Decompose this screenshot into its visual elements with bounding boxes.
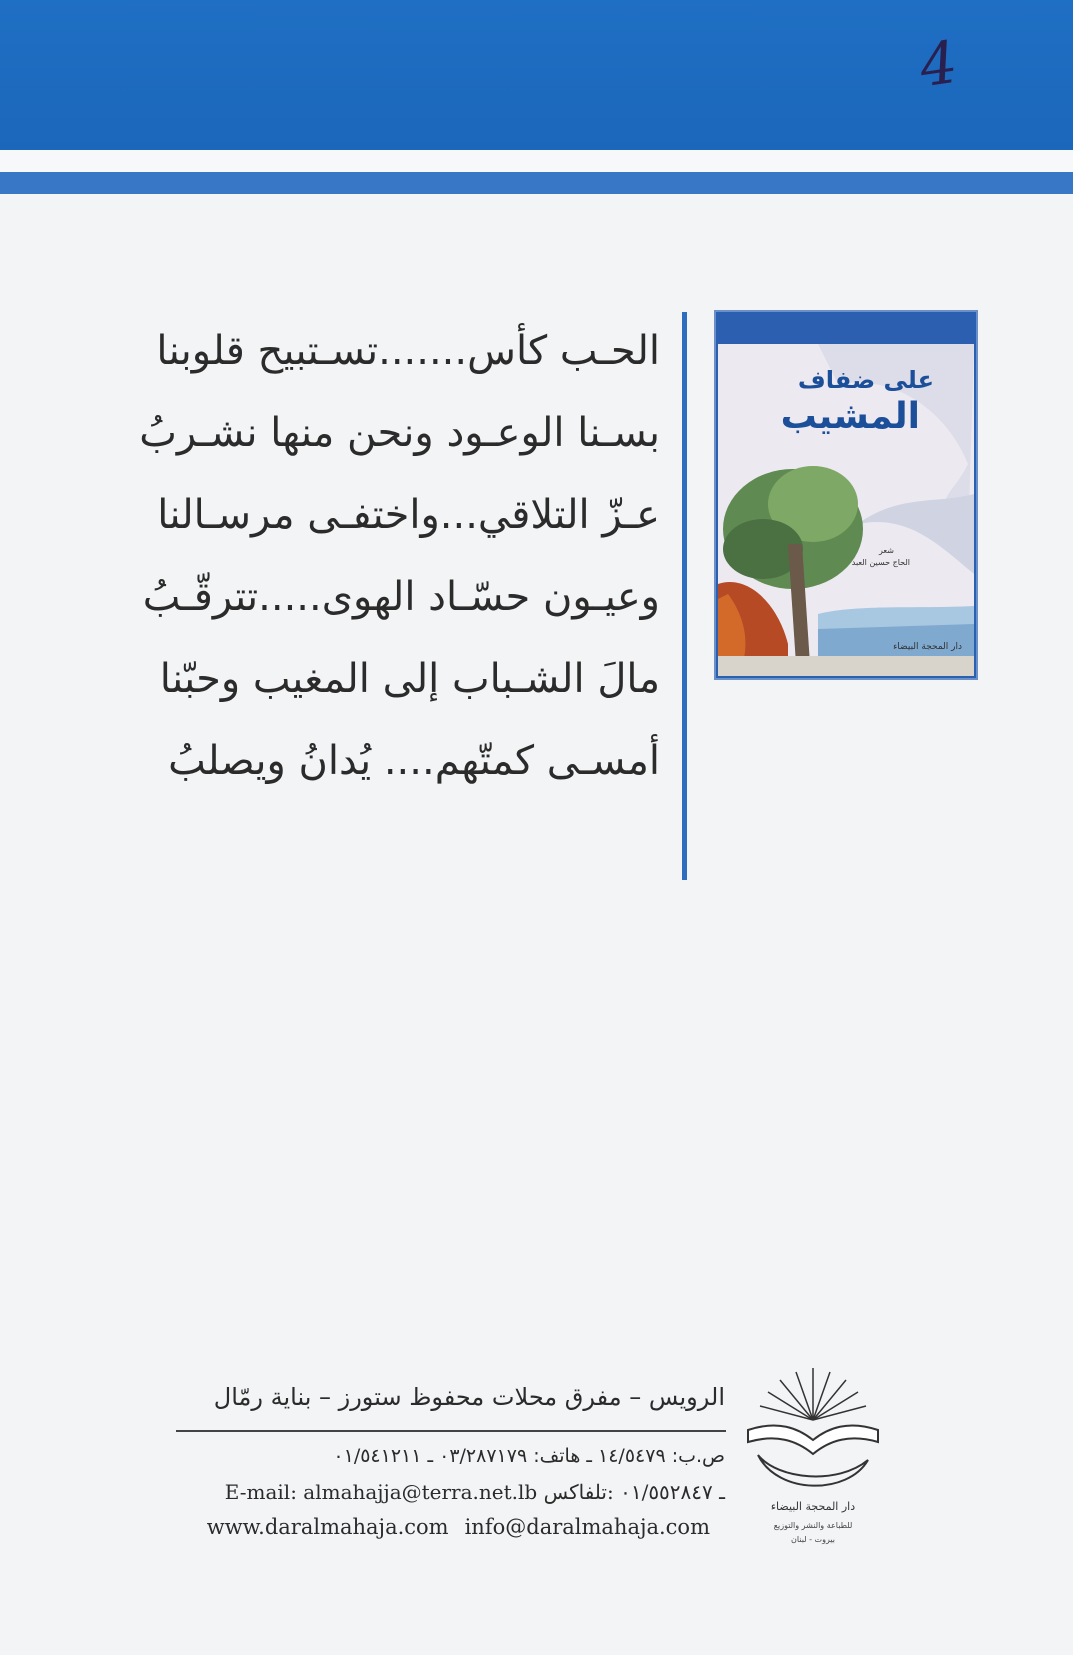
cover-poet-name: الحاج حسين العبد bbox=[851, 558, 910, 567]
vertical-divider bbox=[682, 312, 687, 880]
cover-title-line-2: المشيب bbox=[780, 396, 920, 437]
cover-top-bar bbox=[718, 314, 974, 344]
handwritten-page-number: 4 bbox=[915, 27, 962, 101]
logo-name-text: دار المحجة البيضاء bbox=[770, 1500, 856, 1513]
publisher-email[interactable]: info@daralmahaja.com bbox=[464, 1515, 710, 1539]
white-stripe bbox=[0, 150, 1073, 172]
blue-stripe bbox=[0, 172, 1073, 194]
publisher-logo bbox=[738, 1360, 888, 1550]
publisher-phone: ص.ب: ١٤/٥٤٧٩ ـ هاتف: ٠٣/٢٨٧١٧٩ ـ ٠١/٥٤١٢١١ bbox=[333, 1445, 725, 1467]
publisher-divider bbox=[176, 1430, 726, 1432]
publisher-address: الرويس – مفرق محلات محفوظ ستورز – بناية رمّال bbox=[213, 1383, 725, 1411]
cover-title-line-1: على ضفاف bbox=[797, 366, 934, 394]
poem-excerpt bbox=[90, 310, 660, 802]
poem-line: عـزّ التلاقي...واختفـى مرسـالنا bbox=[157, 492, 660, 538]
logo-subtitle-text: للطباعة والنشر والتوزيع bbox=[773, 1521, 853, 1530]
cover-publisher-mark: دار المحجة البيضاء bbox=[893, 642, 962, 652]
poem-line: بسـنا الوعـود ونحن منها نشـربُ bbox=[139, 410, 660, 456]
poem-line: وعيـون حسّـاد الهوى.....تترقّـبُ bbox=[142, 574, 660, 620]
cover-poet-label: شعر bbox=[879, 546, 894, 555]
publisher-web-contacts bbox=[170, 1515, 710, 1539]
top-blue-band bbox=[0, 0, 1073, 150]
book-cover-image bbox=[716, 312, 976, 678]
logo-city-text: بيروت - لبنان bbox=[791, 1535, 835, 1544]
poem-line: الحـب كأس.......تسـتبيح قلوبنا bbox=[156, 328, 660, 374]
poem-line: مالَ الشـباب إلى المغيب وحبّنا bbox=[159, 656, 660, 702]
poem-line: أمسـى كمتّهم.... يُدانُ ويصلبُ bbox=[168, 738, 660, 784]
publisher-fax-email: E-mail: almahajja@terra.net.lb ـ ٠١/٥٥٢٨٤٧ :تلفاكس bbox=[224, 1480, 725, 1504]
publisher-website[interactable]: www.daralmahaja.com bbox=[206, 1515, 449, 1539]
